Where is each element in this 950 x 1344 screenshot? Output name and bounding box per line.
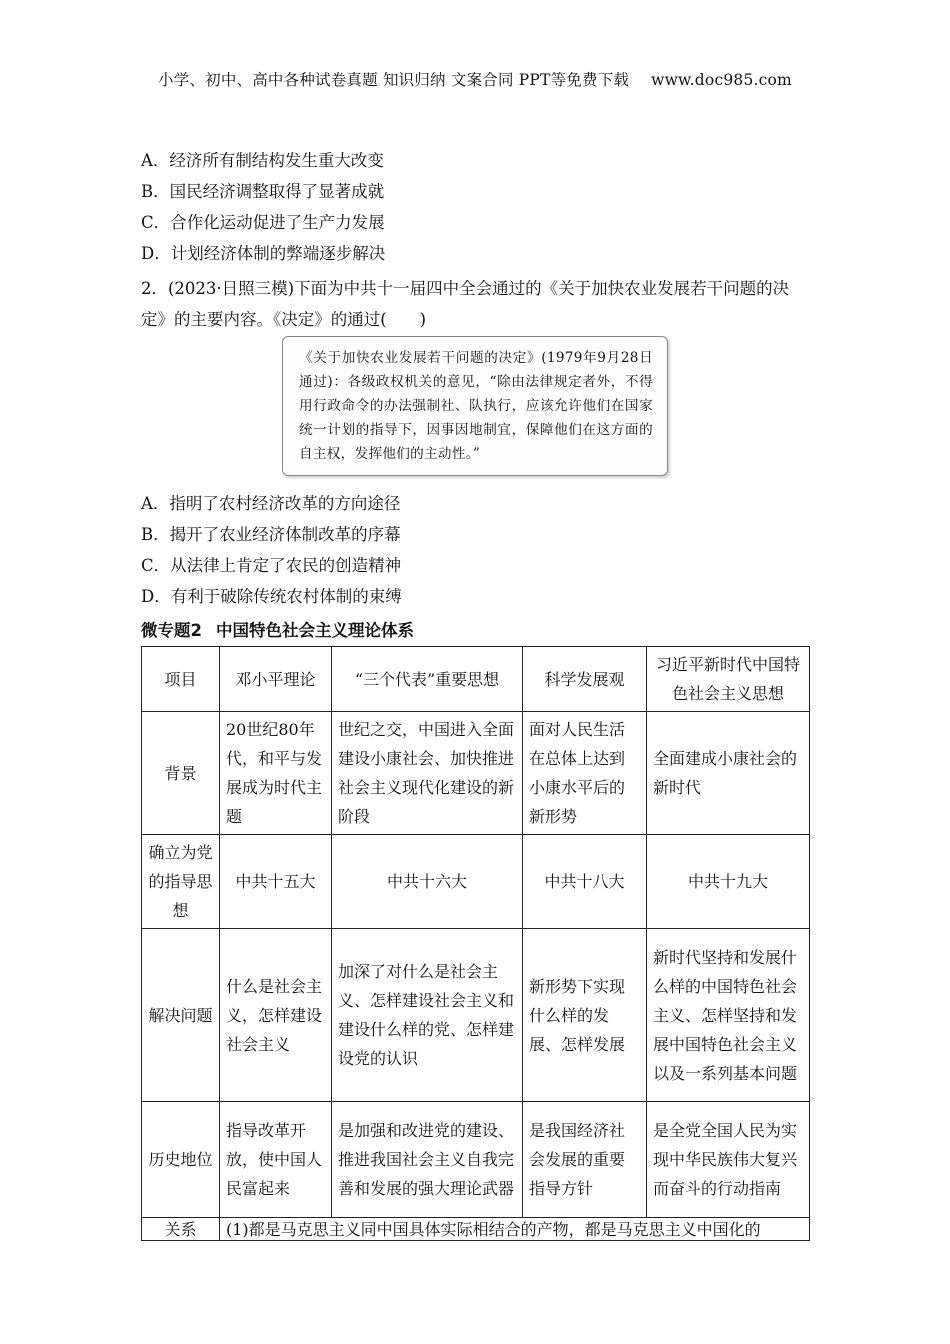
header-cell: 邓小平理论 <box>220 647 332 712</box>
table-cell: 指导改革开放，使中国人民富起来 <box>220 1102 332 1218</box>
section-name: 中国特色社会主义理论体系 <box>215 621 414 640</box>
row-label: 确立为党的指导思想 <box>142 835 220 929</box>
table-row <box>142 1102 810 1218</box>
theory-table <box>141 646 810 1241</box>
header-text: 小学、初中、高中各种试卷真题 知识归纳 文案合同 PPT等免费下载 <box>158 71 630 89</box>
q2-quote-box <box>282 336 668 476</box>
table-cell: 新时代坚持和发展什么样的中国特色社会主义、怎样坚持和发展中国特色社会主义以及一系列基本问题 <box>647 929 810 1102</box>
table-cell: 中共十八大 <box>523 835 647 929</box>
table-cell: 是全党全国人民为实现中华民族伟大复兴而奋斗的行动指南 <box>647 1102 810 1218</box>
q1-option-b: B．国民经济调整取得了显著成就 <box>141 182 385 201</box>
section-label: 微专题2 <box>141 621 202 640</box>
relation-text: (1)都是马克思主义同中国具体实际相结合的产物，都是马克思主义中国化的 <box>220 1218 810 1241</box>
section-title <box>141 617 414 641</box>
table-cell: 中共十九大 <box>647 835 810 929</box>
page-header <box>0 68 950 90</box>
q1-option-d: D．计划经济体制的弊端逐步解决 <box>141 244 386 263</box>
table-cell: 全面建成小康社会的新时代 <box>647 712 810 835</box>
q2-option-c: C．从法律上肯定了农民的创造精神 <box>141 556 402 575</box>
table-header-row <box>142 647 810 712</box>
table-cell: 是我国经济社会发展的重要指导方针 <box>523 1102 647 1218</box>
header-cell: 习近平新时代中国特色社会主义思想 <box>647 647 810 712</box>
row-label: 历史地位 <box>142 1102 220 1218</box>
table-cell: 20世纪80年代，和平与发展成为时代主题 <box>220 712 332 835</box>
q2-option-d: D．有利于破除传统农村体制的束缚 <box>141 587 402 606</box>
table-cell: 面对人民生活在总体上达到小康水平后的新形势 <box>523 712 647 835</box>
q1-option-a: A．经济所有制结构发生重大改变 <box>141 151 384 170</box>
q2-option-b: B．揭开了农业经济体制改革的序幕 <box>141 525 401 544</box>
table-cell: 世纪之交，中国进入全面建设小康社会、加快推进社会主义现代化建设的新阶段 <box>332 712 523 835</box>
q1-option-c: C．合作化运动促进了生产力发展 <box>141 213 385 232</box>
header-site: www.doc985.com <box>651 71 792 89</box>
table-cell: 中共十六大 <box>332 835 523 929</box>
row-label: 关系 <box>142 1218 220 1241</box>
row-label: 解决问题 <box>142 929 220 1102</box>
table-cell: 中共十五大 <box>220 835 332 929</box>
header-cell: 项目 <box>142 647 220 712</box>
table-cell: 新形势下实现什么样的发展、怎样发展 <box>523 929 647 1102</box>
q2-quote-text: 《关于加快农业发展若干问题的决定》(1979年9月28日通过)：各级政权机关的意见，“除由法律规定者外，不得用行政命令的办法强制社、队执行，应该允许他们在国家统一计划的指导下，因事因地制宜，保障他们在这方面的自主权，发挥他们的主动性。” <box>299 350 653 462</box>
q2-option-a: A．指明了农村经济改革的方向途径 <box>141 494 401 513</box>
q2-stem: 2．(2023·日照三模)下面为中共十一届四中全会通过的《关于加快农业发展若干问题的决定》的主要内容。《决定》的通过( ) <box>141 279 790 329</box>
table-cell: 是加强和改进党的建设、推进我国社会主义自我完善和发展的强大理论武器 <box>332 1102 523 1218</box>
header-cell: 科学发展观 <box>523 647 647 712</box>
header-cell: “三个代表”重要思想 <box>332 647 523 712</box>
row-label: 背景 <box>142 712 220 835</box>
table-row <box>142 712 810 835</box>
table-row <box>142 835 810 929</box>
table-cell: 加深了对什么是社会主义、怎样建设社会主义和建设什么样的党、怎样建设党的认识 <box>332 929 523 1102</box>
table-row <box>142 929 810 1102</box>
table-cell: 什么是社会主义，怎样建设社会主义 <box>220 929 332 1102</box>
table-row <box>142 1218 810 1241</box>
